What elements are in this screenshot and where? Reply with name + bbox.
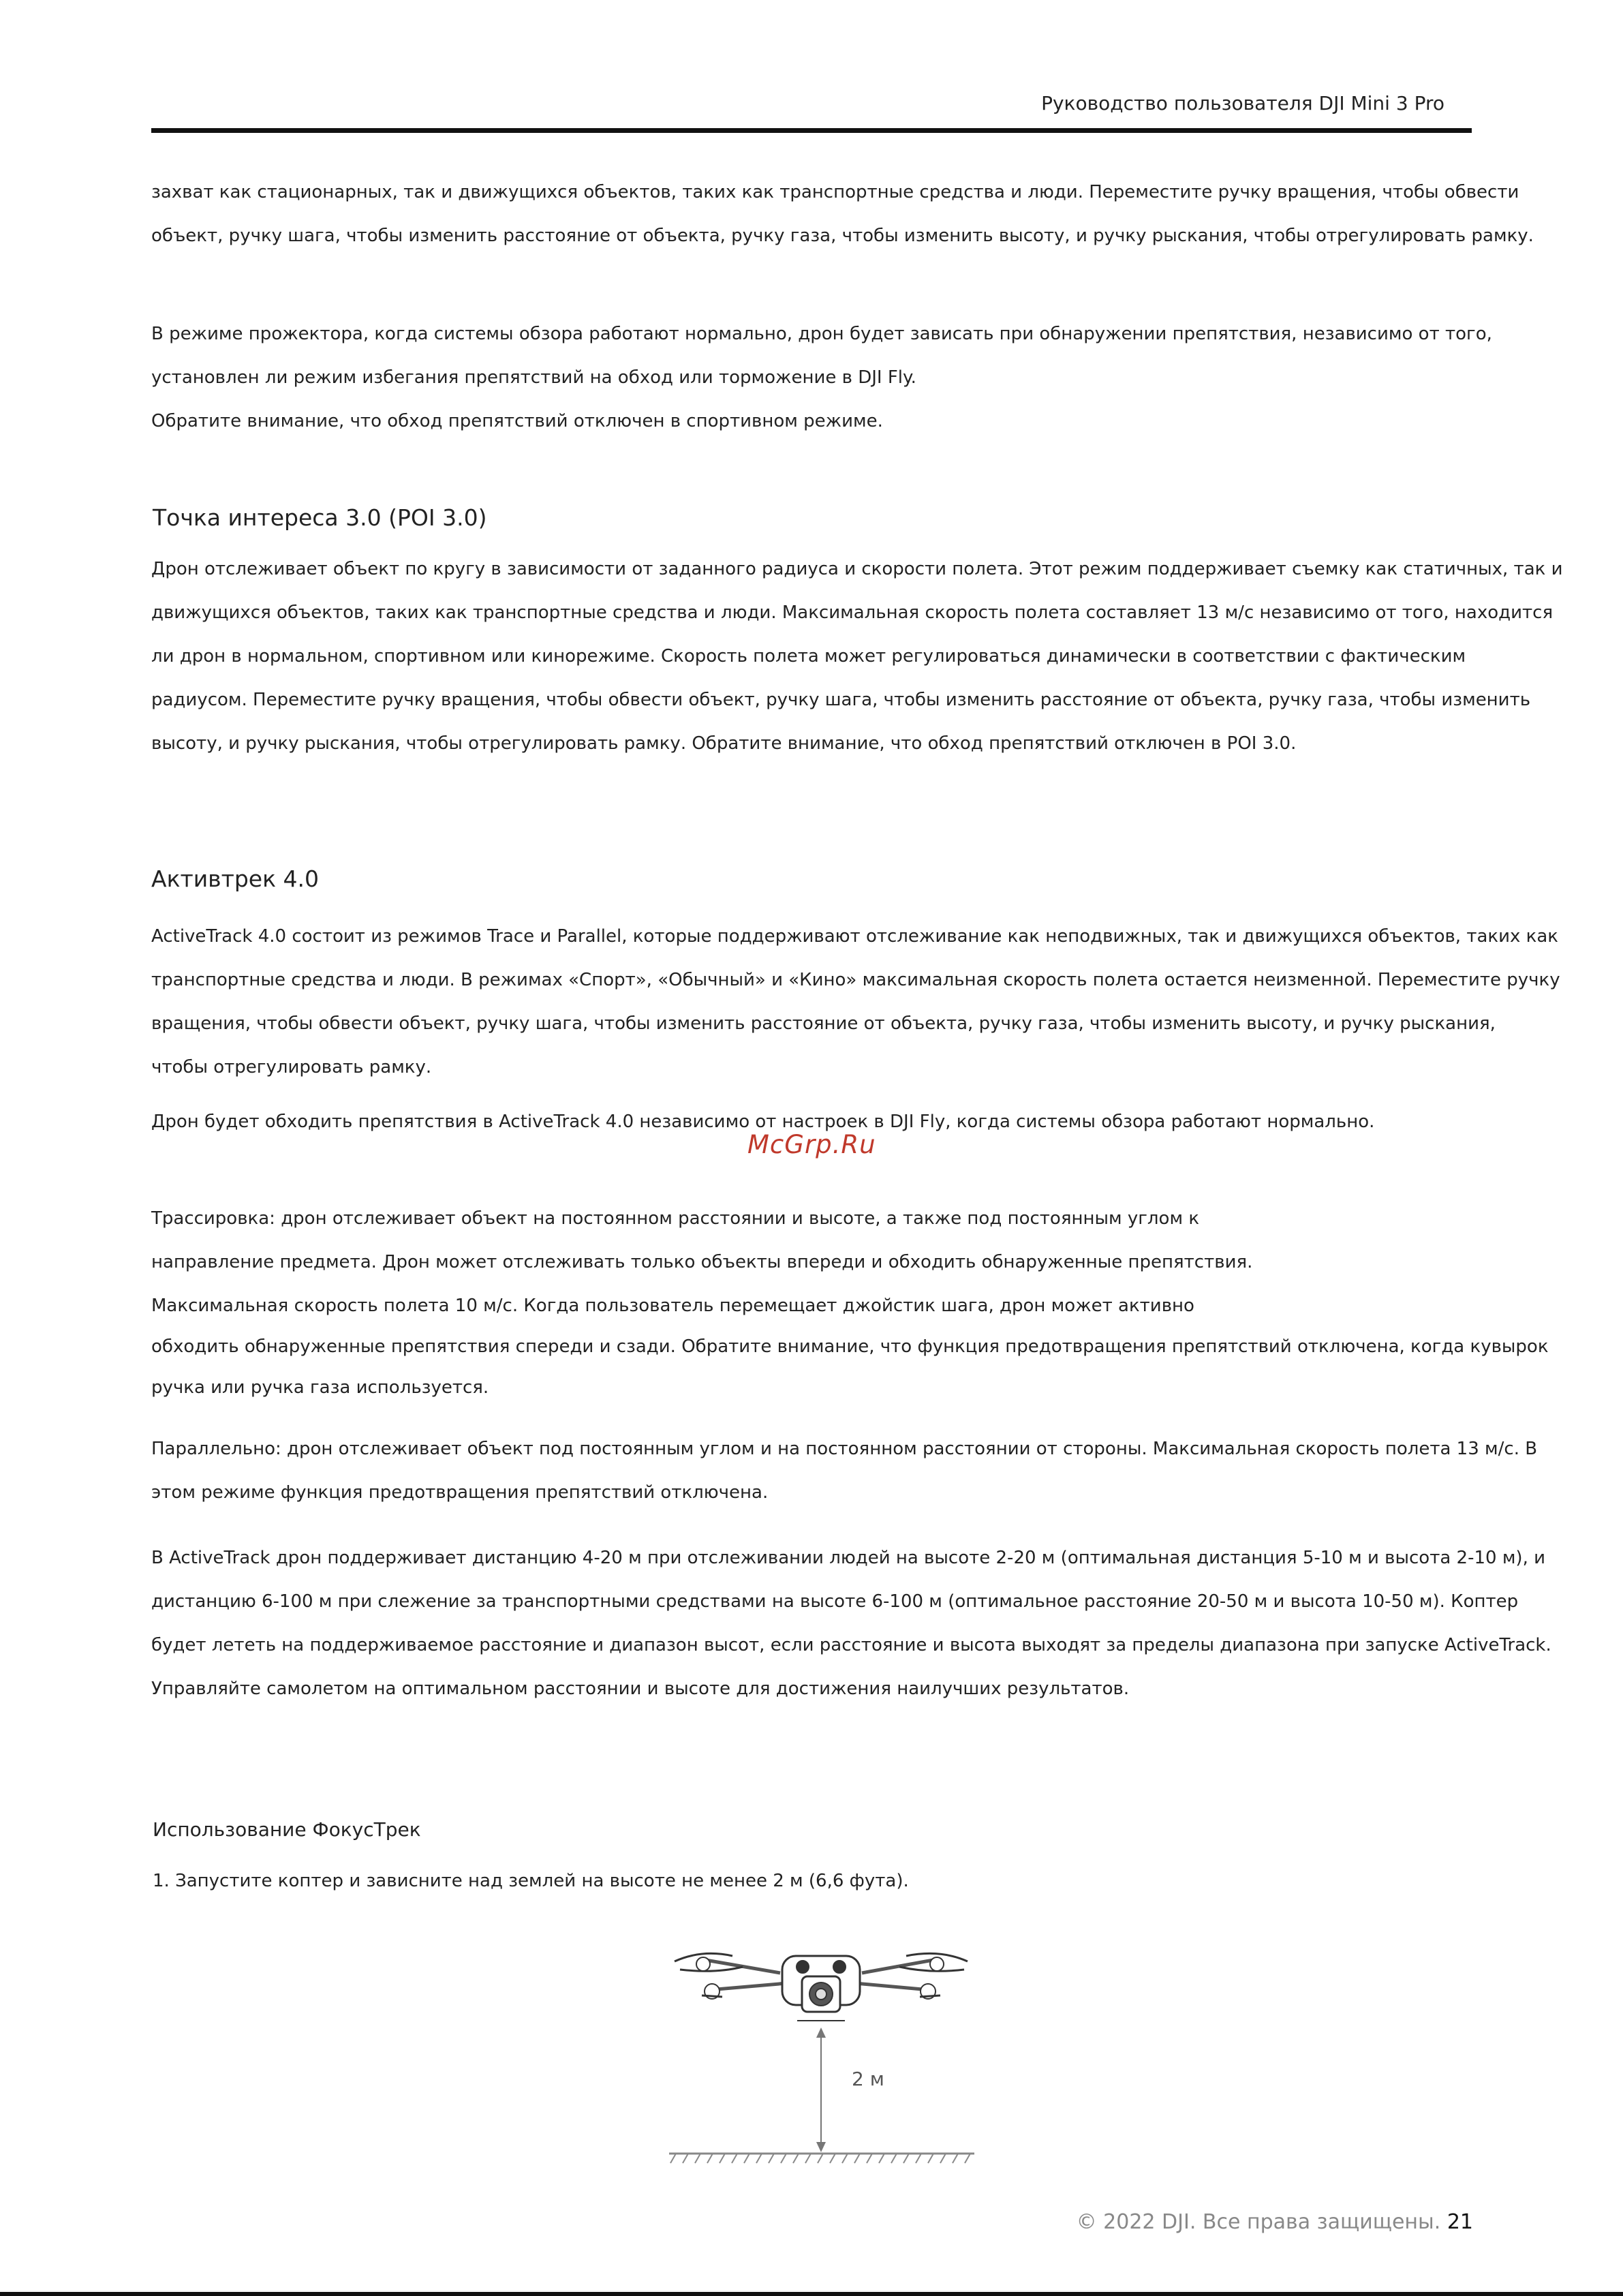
text-line: транспортные средства и люди. В режимах «Спорт», «Обычный» и «Кино» максимальная скорость полета остается неизменной. Переместите ручку: [151, 970, 1560, 990]
text-line: объект, ручку шага, чтобы изменить расстояние от объекта, ручку газа, чтобы изменить высоту, и ручку рыскания, чтобы отрегулировать рамку.: [151, 226, 1534, 246]
watermark: McGrp.Ru: [747, 1130, 876, 1159]
distance-paragraph: [151, 1536, 1551, 1711]
text-line: В ActiveTrack дрон поддерживает дистанцию 4-20 м при отслеживании людей на высоте 2-20 м (оптимальная дистанция 5-10 м и высота 2-10 м), и: [151, 1548, 1546, 1568]
copyright-text: © 2022 DJI. Все права защищены.: [1076, 2210, 1441, 2234]
text-line: Максимальная скорость полета 10 м/с. Когда пользователь перемещает джойстик шага, дрон может активно: [151, 1296, 1194, 1316]
parallel-paragraph: [151, 1427, 1538, 1514]
drone-icon: [675, 1953, 968, 2021]
text-line: направление предмета. Дрон может отслеживать только объекты впереди и обходить обнаруженные препятствия.: [151, 1252, 1253, 1272]
text-line: ли дрон в нормальном, спортивном или кинорежиме. Скорость полета может регулироваться динамически в соответствии с фактическим: [151, 646, 1466, 667]
text-line: установлен ли режим избегания препятствий на обход или торможение в DJI Fly.: [151, 367, 916, 388]
spotlight-paragraph: [151, 312, 1492, 443]
trace-paragraph: [151, 1197, 1549, 1409]
bottom-border: [0, 2292, 1623, 2296]
text-line: ручка или ручка газа используется.: [151, 1377, 489, 1398]
header-rule: [151, 128, 1472, 133]
text-line: Параллельно: дрон отслеживает объект под постоянным углом и на постоянном расстоянии от стороны. Максимальная скорость полета 13 м/с. В: [151, 1439, 1538, 1459]
text-line: 1. Запустите коптер и зависните над землей на высоте не менее 2 м (6,6 фута).: [153, 1871, 909, 1891]
page-footer: [1077, 2210, 1473, 2234]
text-line: Обратите внимание, что обход препятствий отключен в спортивном режиме.: [151, 411, 883, 431]
activetrack-paragraph: [151, 915, 1560, 1089]
text-line: Управляйте самолетом на оптимальном расстоянии и высоте для достижения наилучших результатов.: [151, 1679, 1130, 1699]
height-label: 2 м: [852, 2068, 884, 2090]
text-line: вращения, чтобы обвести объект, ручку шага, чтобы изменить расстояние от объекта, ручку газа, чтобы изменить высоту, и ручку рыскания,: [151, 1013, 1496, 1034]
text-line: чтобы отрегулировать рамку.: [151, 1057, 432, 1077]
ground-line: [669, 2154, 974, 2163]
focustrack-step: [153, 1859, 1488, 1903]
text-line: будет лететь на поддерживаемое расстояние и диапазон высот, если расстояние и высота выходят за пределы диапазона при запуске ActiveTrack.: [151, 1635, 1551, 1655]
text-line: захват как стационарных, так и движущихся объектов, таких как транспортные средства и люди. Переместите ручку вращения, чтобы обвести: [151, 182, 1519, 202]
text-line: высоту, и ручку рыскания, чтобы отрегулировать рамку. Обратите внимание, что обход препятствий отключен в POI 3.0.: [151, 733, 1297, 754]
text-line: дистанцию 6-100 м при слежение за транспортными средствами на высоте 6-100 м (оптимальное расстояние 20-50 м и высота 10-50 м). Коптер: [151, 1591, 1519, 1612]
activetrack-heading: Активтрек 4.0: [151, 866, 320, 892]
page-number: 21: [1447, 2210, 1473, 2234]
running-header: Руководство пользователя DJI Mini 3 Pro: [1041, 92, 1444, 114]
poi-paragraph: [151, 547, 1563, 765]
text-line: В режиме прожектора, когда системы обзора работают нормально, дрон будет зависать при обнаружении препятствия, независимо от того,: [151, 324, 1492, 344]
text-line: радиусом. Переместите ручку вращения, чтобы обвести объект, ручку шага, чтобы изменить расстояние от объекта, ручку газа, чтобы изменить: [151, 690, 1531, 710]
text-line: Дрон будет обходить препятствия в ActiveTrack 4.0 независимо от настроек в DJI Fly, когда системы обзора работают нормально.: [151, 1112, 1375, 1132]
intro-paragraph: [151, 170, 1534, 258]
focustrack-heading: Использование ФокусТрек: [153, 1818, 421, 1841]
text-line: движущихся объектов, таких как транспортные средства и люди. Максимальная скорость полета составляет 13 м/с независимо от того, находится: [151, 602, 1554, 623]
drone-hover-figure: [661, 1929, 981, 2164]
poi-heading: Точка интереса 3.0 (POI 3.0): [153, 504, 487, 531]
text-line: ActiveTrack 4.0 состоит из режимов Trace и Parallel, которые поддерживают отслеживание как неподвижных, так и движущихся объектов, таких как: [151, 926, 1559, 947]
height-indicator: [816, 2027, 826, 2152]
text-line: этом режиме функция предотвращения препятствий отключена.: [151, 1482, 769, 1503]
text-line: Дрон отслеживает объект по кругу в зависимости от заданного радиуса и скорости полета. Этот режим поддерживает съемку как статичных, так и: [151, 559, 1563, 579]
text-line: Трассировка: дрон отслеживает объект на постоянном расстоянии и высоте, а также под постоянным углом к: [151, 1208, 1200, 1229]
text-line: обходить обнаруженные препятствия спереди и сзади. Обратите внимание, что функция предотвращения препятствий отключена, когда кувырок: [151, 1336, 1549, 1357]
